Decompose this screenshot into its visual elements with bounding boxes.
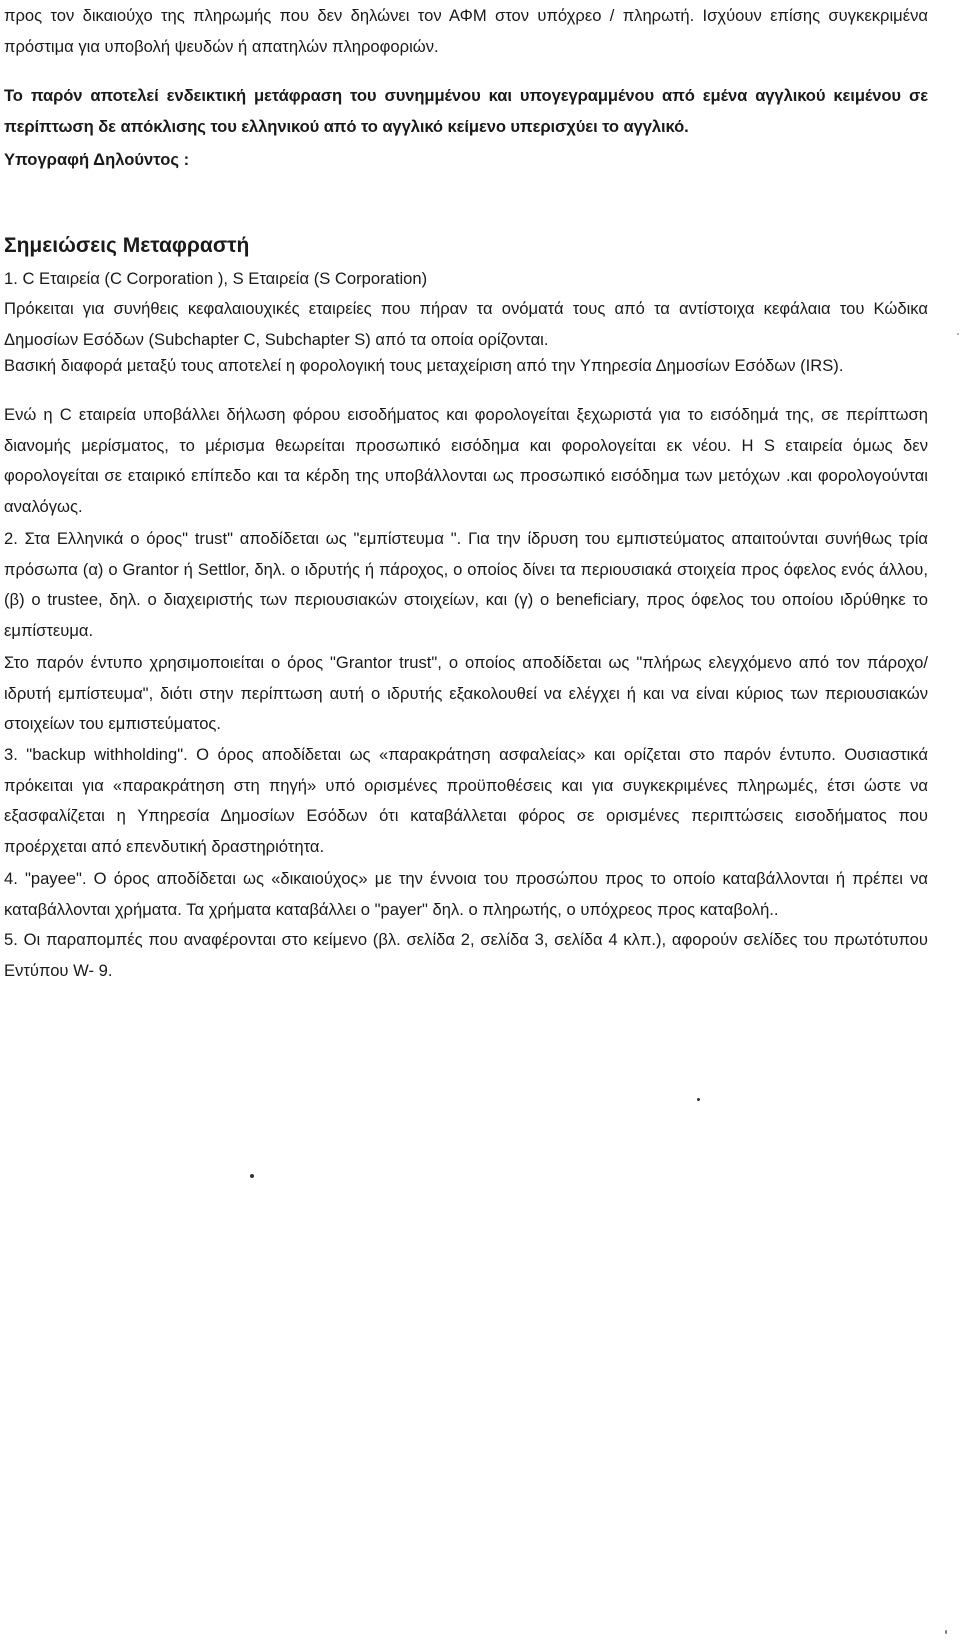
note4-paragraph: 4. "payee". Ο όρος αποδίδεται ως «δικαιούχος» με την έννοια του προσώπου προς το οποίο καταβάλλονται ή πρέπει να καταβάλλονται χρήματα. Τα χρήματα καταβάλλει ο "payer" δηλ. ο πληρωτής, ο υπόχρεος προς καταβολή.. — [4, 869, 928, 919]
note1-heading: 1. C Εταιρεία (C Corporation ), S Εταιρεία (S Corporation) — [4, 269, 428, 288]
notes-title: Σημειώσεις Μεταφραστή — [4, 234, 250, 257]
scan-speck — [957, 333, 959, 335]
note5-paragraph: 5. Οι παραπομπές που αναφέρονται στο κείμενο (βλ. σελίδα 2, σελίδα 3, σελίδα 4 κλπ.), αφορούν σελίδες του πρωτότυπου Εντύπου W- 9. — [4, 930, 928, 980]
declaration-paragraph: Το παρόν αποτελεί ενδεικτική μετάφραση του συνημμένου και υπογεγραμμένου από εμένα αγγλικού κειμένου σε περίπτωση δε απόκλισης του ελληνικού από το αγγλικό κείμενο υπερισχύει το αγγλικό. — [4, 86, 928, 136]
note3-paragraph: 3. "backup withholding". Ο όρος αποδίδεται ως «παρακράτηση ασφαλείας» και ορίζεται στο παρόν έντυπο. Ουσιαστικά πρόκειται για «παρακράτηση στη πηγή» υπό ορισμένες προϋποθέσεις και για συγκεκριμένες πληρωμές, έτσι ώστε να εξασφαλίζεται η Υπηρεσία Δημοσίων Εσόδων ότι καταβάλλεται φόρος σε ορισμένες περιπτώσεις εισοδήματος που προέρχεται από επενδυτική δραστηριότητα. — [4, 745, 928, 856]
intro-paragraph: προς τον δικαιούχο της πληρωμής που δεν δηλώνει τον ΑΦΜ στον υπόχρεο / πληρωτή. Ισχύουν επίσης συγκεκριμένα πρόστιμα για υποβολή ψευδών ή απατηλών πληροφοριών. — [4, 6, 928, 56]
scan-speck — [945, 1630, 947, 1634]
note1-paragraph-2: Βασική διαφορά μεταξύ τους αποτελεί η φορολογική τους μεταχείριση από την Υπηρεσία Δημοσίων Εσόδων (IRS). — [4, 356, 844, 375]
note2-paragraph-1: 2. Στα Ελληνικά ο όρος" trust" αποδίδεται ως "εμπίστευμα ". Για την ίδρυση του εμπιστεύματος απαιτούνται συνήθως τρία πρόσωπα (α) ο Grantor ή Settlor, δηλ. ο ιδρυτής ή πάροχος, ο οποίος δίνει τα περιουσιακά στοιχεία προς όφελος ενός άλλου, (β) ο trustee, δηλ. ο διαχειριστής των περιουσιακών στοιχείων, και (γ) ο beneficiary, προς όφελος του οποίου ιδρύθηκε το εμπίστευμα. — [4, 529, 928, 640]
note2-paragraph-2: Στο παρόν έντυπο χρησιμοποιείται ο όρος "Grantor trust", ο οποίος αποδίδεται ως "πλήρως ελεγχόμενο από τον πάροχο/ιδρυτή εμπίστευμα", διότι στην περίπτωση αυτή ο ιδρυτής εξακολουθεί να ελέγχει ή και να είναι κύριος των περιουσιακών στοιχείων του εμπιστεύματος. — [4, 653, 928, 733]
signature-label: Υπογραφή Δηλούντος : — [4, 150, 190, 169]
scan-speck — [697, 1098, 700, 1101]
scan-speck — [250, 1174, 254, 1178]
note1-paragraph-1: Πρόκειται για συνήθεις κεφαλαιουχικές εταιρείες που πήραν τα ονόματά τους από τα αντίστοιχα κεφάλαια του Κώδικα Δημοσίων Εσόδων (Subchapter C, Subchapter S) από τα οποία ορίζονται. — [4, 299, 928, 349]
note1-paragraph-3: Ενώ η C εταιρεία υποβάλλει δήλωση φόρου εισοδήματος και φορολογείται ξεχωριστά για το εισόδημά της, σε περίπτωση διανομής μερίσματος, το μέρισμα θεωρείται προσωπικό εισόδημα και φορολογείται εκ νέου. Η S εταιρεία όμως δεν φορολογείται σε εταιρικό επίπεδο και τα κέρδη της υποβάλλονται ως προσωπικό εισόδημα των μετόχων .και φορολογούνται αναλόγως. — [4, 405, 928, 516]
